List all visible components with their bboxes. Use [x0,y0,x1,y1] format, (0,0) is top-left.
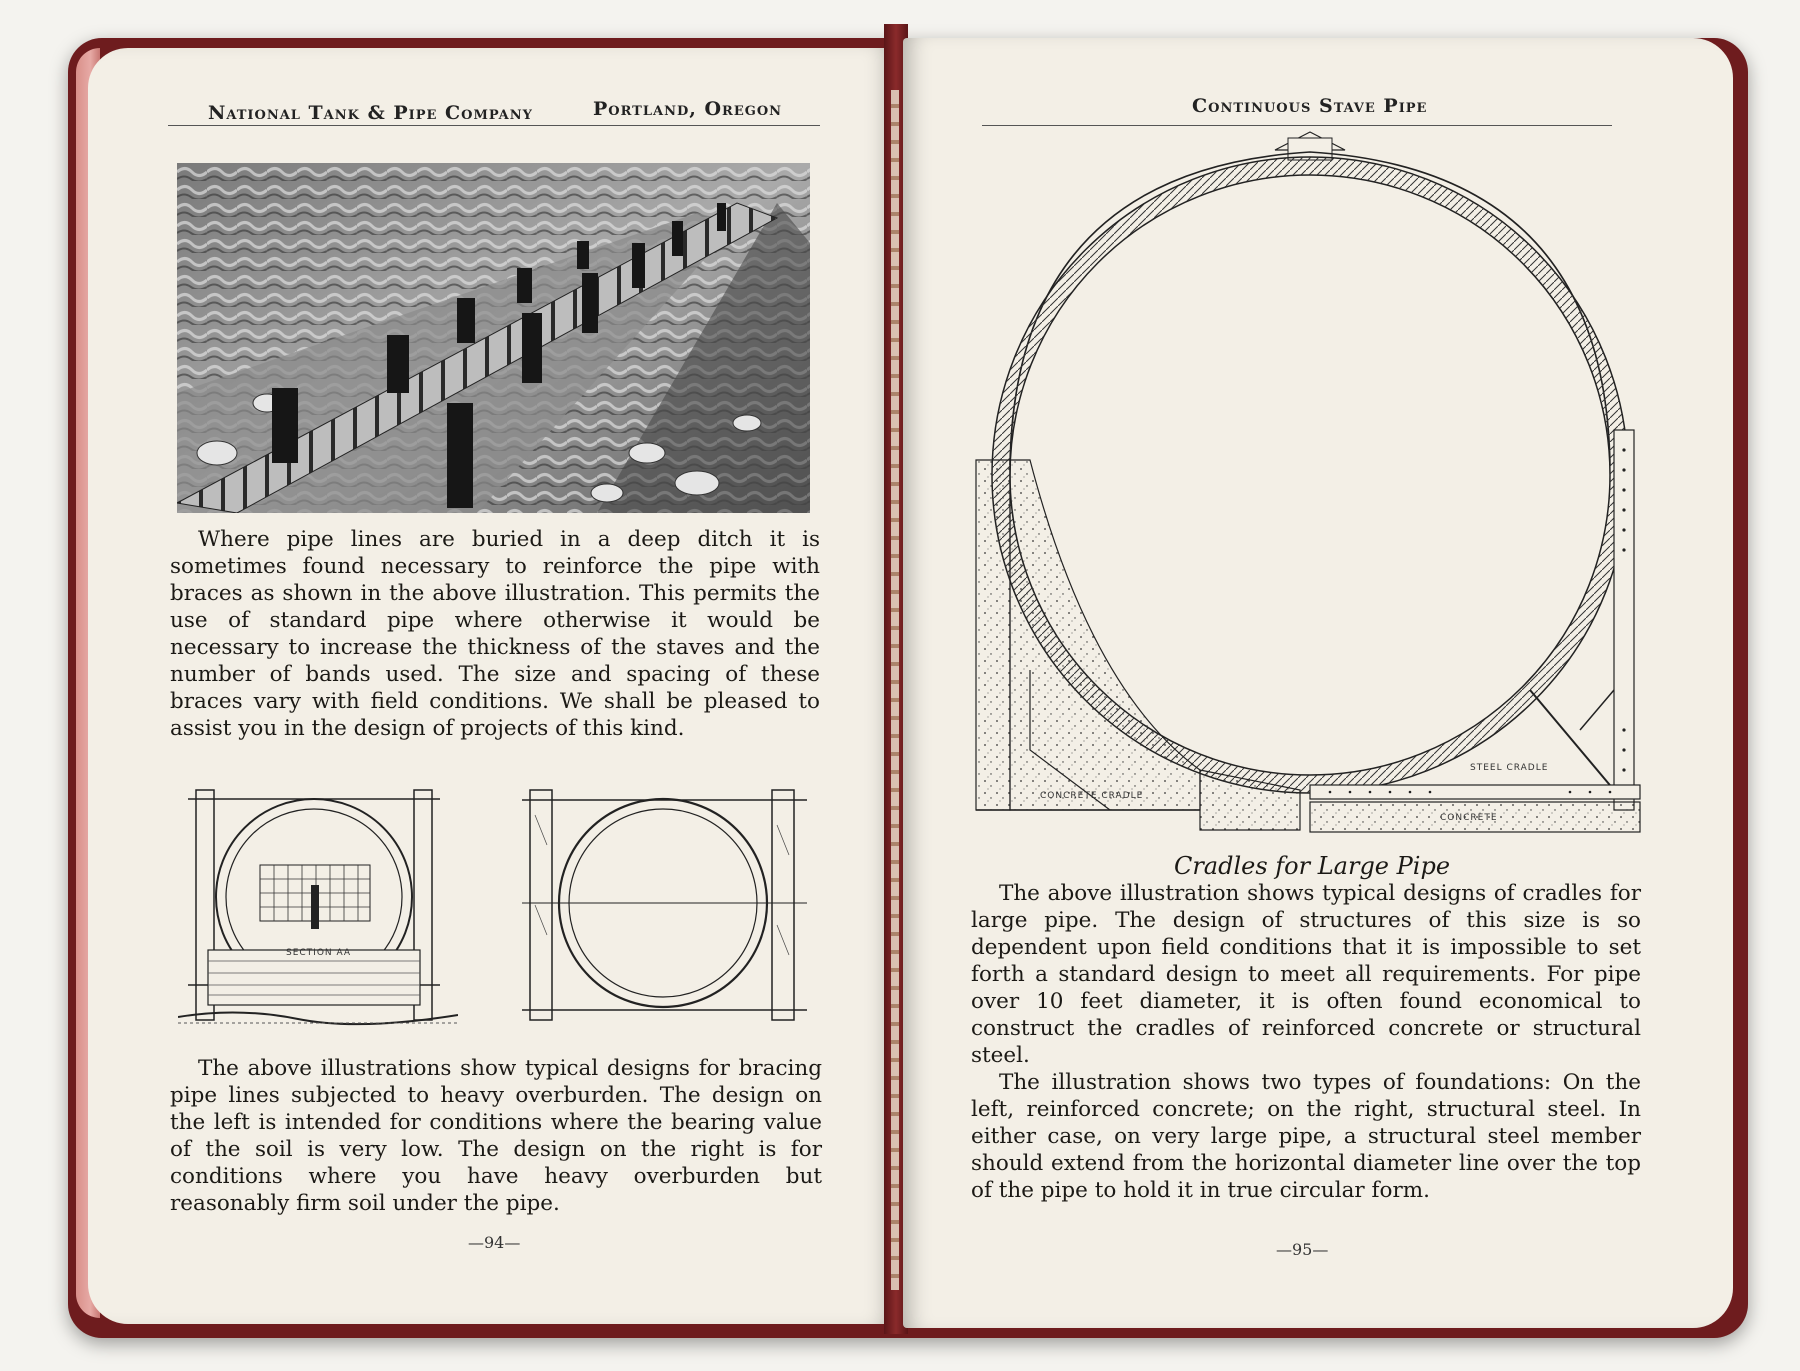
concrete-label: CONCRETE [1440,813,1498,823]
page-number-95: —95— [1276,1240,1329,1259]
left-paragraph-2 [170,1055,822,1217]
left-paragraph-1 [170,526,820,742]
left-paragraph-2-text: The above illustrations show typical designs for bracing pipe lines subjected to heavy overburden. The design on the left is intended for conditions where the bearing value of the soil is very low. The design on the right is for conditions where you have heavy overburden but reasonably firm soil under the pipe. [170,1056,822,1216]
steel-cradle-label: STEEL CRADLE [1470,763,1549,773]
right-paragraph-2-text: The illustration shows two types of foundations: On the left, reinforced concrete; on the right, structural steel. In either case, on very large pipe, a structural steel member should extend from the horizontal diameter line over the top of the pipe to hold it in true circular form. [971,1070,1641,1203]
cradles-caption-title: Cradles for Large Pipe [1173,852,1451,880]
running-head-company: National Tank & Pipe Company [208,102,533,124]
running-head-location: Portland, Oregon [593,98,783,120]
bracing-diagram-right [522,785,812,1039]
left-paragraph-1-text: Where pipe lines are buried in a deep ditch it is sometimes found necessary to reinforce the pipe with braces as shown in the above illustration. This permits the use of standard pipe where otherwise it would be necessary to increase the thickness of the staves and the number of bands used. The size and spacing of these braces vary with field conditions. We shall be pleased to assist you in the design of projects of this kind. [170,527,820,741]
cradle-diagram [970,130,1650,844]
running-head-title: Continuous Stave Pipe [1192,95,1428,117]
header-rule-right [982,125,1612,126]
concrete-cradle-label: CONCRETE CRADLE [1040,791,1144,801]
bracing-diagram-left [178,785,458,1039]
page-number-94: —94— [468,1233,521,1252]
header-rule [168,125,820,126]
trench-pipe-photo [177,163,810,513]
right-paragraphs [971,880,1641,1204]
right-paragraph-1-text: The above illustration shows typical designs of cradles for large pipe. The design of structures of this size is so dependent upon field conditions that it is impossible to set forth a standard design to meet all requirements. For pipe over 10 feet diameter, it is often found economical to construct the cradles of reinforced concrete or structural steel. [971,881,1641,1068]
section-aa-label: SECTION AA [286,948,352,958]
spine-stitching [891,90,899,1290]
